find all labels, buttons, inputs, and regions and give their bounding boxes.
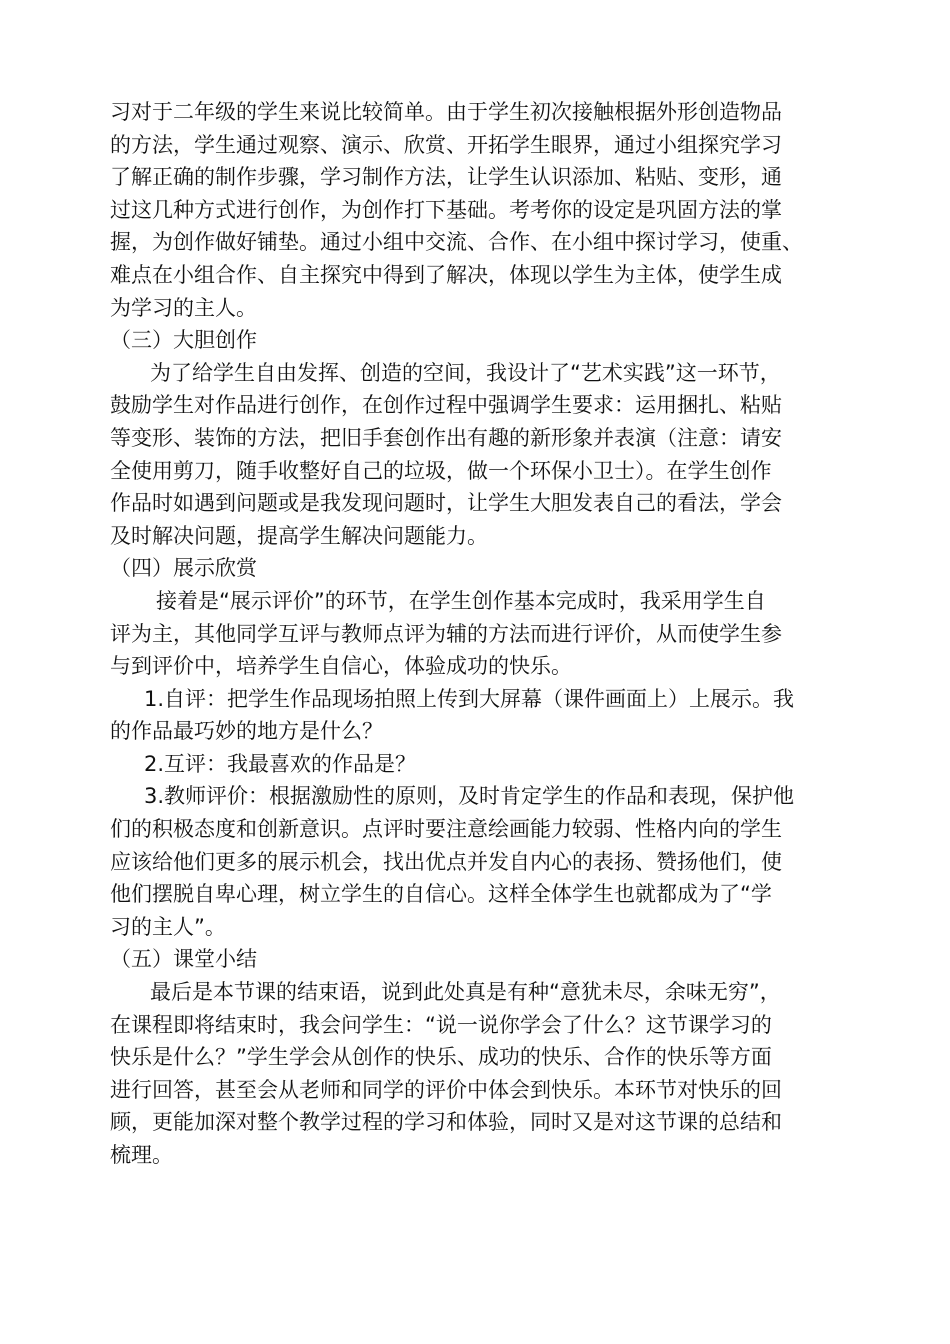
text-line: 的方法，学生通过观察、演示、欣赏、开拓学生眼界，通过小组探究学习	[110, 132, 782, 157]
text-line: 难点在小组合作、自主探究中得到了解决，体现以学生为主体，使学生成	[110, 262, 782, 287]
list-item: 3.教师评价：根据激励性的原则，及时肯定学生的作品和表现，保护他	[144, 784, 795, 809]
text-line: 与到评价中，培养学生自信心，体验成功的快乐。	[110, 654, 572, 679]
text-line: 顾，更能加深对整个教学过程的学习和体验，同时又是对这节课的总结和	[110, 1110, 782, 1135]
section-heading: （五）课堂小结	[110, 947, 257, 972]
list-item: 1.自评：把学生作品现场拍照上传到大屏幕（课件画面上）上展示。我	[144, 686, 795, 711]
text-line: 鼓励学生对作品进行创作，在创作过程中强调学生要求：运用捆扎、粘贴	[110, 393, 782, 418]
text-line: 握，为创作做好铺垫。通过小组中交流、合作、在小组中探讨学习，使重、	[110, 230, 803, 255]
text-line: 习的主人”。	[110, 914, 226, 939]
text-line: 过这几种方式进行创作，为创作打下基础。考考你的设定是巩固方法的掌	[110, 197, 782, 222]
document-body	[110, 96, 850, 1172]
text-line: 进行回答，甚至会从老师和同学的评价中体会到快乐。本环节对快乐的回	[110, 1077, 782, 1102]
text-line: 最后是本节课的结束语，说到此处真是有种“意犹未尽，余味无穷”，	[150, 980, 781, 1005]
text-line: 为学习的主人。	[110, 295, 257, 320]
text-line: 及时解决问题，提高学生解决问题能力。	[110, 523, 488, 548]
text-line: 的作品最巧妙的地方是什么？	[110, 719, 383, 744]
text-line: 们的积极态度和创新意识。点评时要注意绘画能力较弱、性格内向的学生	[110, 817, 782, 842]
text-line: 作品时如遇到问题或是我发现问题时，让学生大胆发表自己的看法，学会	[110, 491, 782, 516]
text-line: 接着是“展示评价”的环节，在学生创作基本完成时，我采用学生自	[156, 588, 766, 613]
text-line: 快乐是什么？”学生学会从创作的快乐、成功的快乐、合作的快乐等方面	[110, 1045, 772, 1070]
text-line: 全使用剪刀，随手收整好自己的垃圾，做一个环保小卫士）。在学生创作	[110, 458, 772, 483]
text-line: 在课程即将结束时，我会问学生：“说一说你学会了什么？这节课学习的	[110, 1012, 772, 1037]
text-line: 了解正确的制作步骤，学习制作方法，让学生认识添加、粘贴、变形，通	[110, 165, 782, 190]
text-line: 评为主，其他同学互评与教师点评为辅的方法而进行评价，从而使学生参	[110, 621, 782, 646]
section-heading: （三）大胆创作	[110, 328, 257, 353]
text-line: 为了给学生自由发挥、创造的空间，我设计了“艺术实践”这一环节，	[150, 360, 781, 385]
text-line: 应该给他们更多的展示机会，找出优点并发自内心的表扬、赞扬他们，使	[110, 849, 782, 874]
text-line: 习对于二年级的学生来说比较简单。由于学生初次接触根据外形创造物品	[110, 100, 782, 124]
text-line: 梳理。	[110, 1143, 173, 1167]
text-line: 他们摆脱自卑心理，树立学生的自信心。这样全体学生也就都成为了“学	[110, 882, 772, 907]
list-item: 2.互评：我最喜欢的作品是？	[144, 751, 417, 776]
text-line: 等变形、装饰的方法，把旧手套创作出有趣的新形象并表演（注意：请安	[110, 425, 782, 450]
section-heading: （四）展示欣赏	[110, 556, 257, 581]
